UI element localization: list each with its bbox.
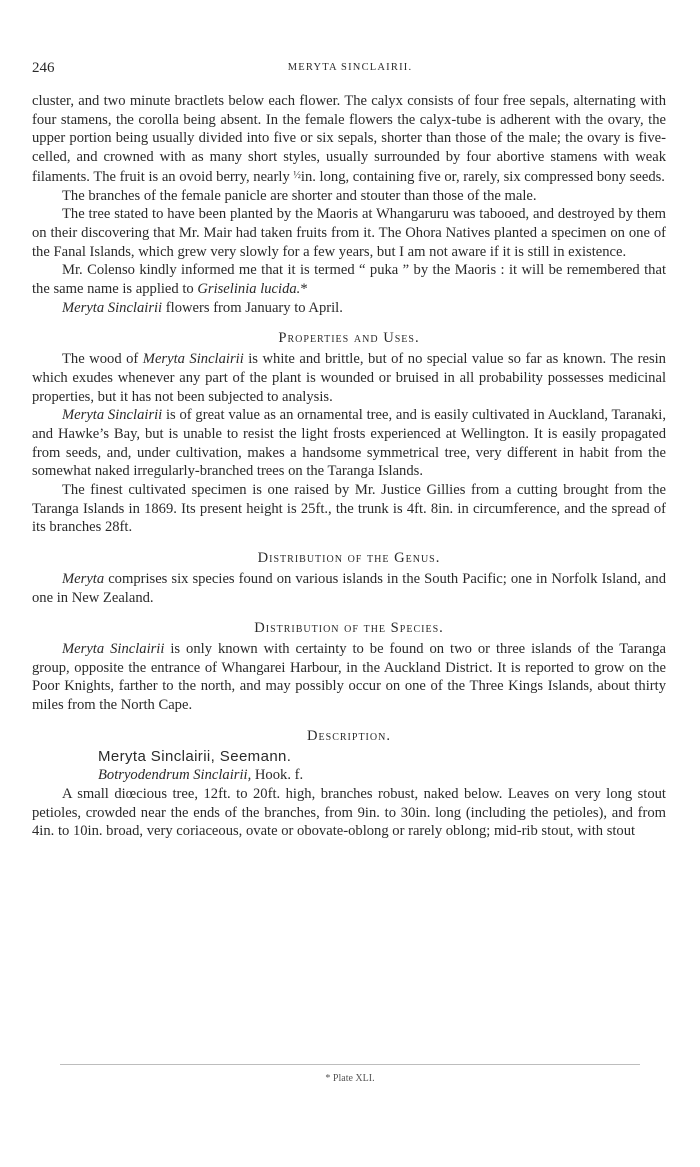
paragraph: The tree stated to have been planted by the Maoris at Whangaruru was tabooed, and destroyed by them on their discovering that Mr. Mair had taken fruits from it. The Ohora Natives planted a specimen on one of the Fanal Islands, which grew very slowly for a few years, but I am not aware if it is still in existence. — [32, 206, 666, 260]
fraction: ½ — [293, 169, 301, 181]
paragraph-text: Mr. Colenso kindly informed me that it is termed “ puka ” by the Maoris : it will be remembered that the same name is applied to — [32, 262, 666, 298]
species-italic: Meryta Sinclairii — [142, 351, 244, 368]
paragraph — [32, 350, 666, 406]
section-heading-properties: Properties and Uses. — [278, 330, 420, 347]
footnote-marker: * — [300, 281, 308, 298]
footnote: * Plate XLI. — [325, 1073, 375, 1084]
section-heading-description: Description. — [307, 727, 391, 744]
paragraph — [32, 570, 666, 607]
paragraph-text: The wood of — [62, 351, 143, 368]
synonym-author: Hook. f. — [251, 767, 304, 784]
paragraph — [32, 640, 666, 715]
page-number: 246 — [32, 60, 55, 76]
synonym-italic: Botryodendrum Sinclairii, — [98, 767, 252, 784]
running-title: MERYTA SINCLAIRII. — [287, 62, 413, 73]
paragraph-text: in. long, containing five or, rarely, six compressed bony seeds. — [300, 168, 665, 185]
paragraph-text: is white and brittle, but of no special value so far as known. The resin which exudes whenever any part of the plant is wounded or bruised in all probability possesses medicinal properties, but it has not been subjected to analysis. — [32, 351, 666, 405]
paragraph-text: comprises six species found on various islands in the South Pacific; one in Norfolk Island, and one in New Zealand. — [32, 570, 666, 606]
paragraph-text: cluster, and two minute bractlets below each flower. The calyx consists of four free sepals, alternating with four stamens, the corolla being absent. In the female flowers the calyx-tube is adherent with the ovary, the upper portion being usually divided into five or six sepals, shorter than those of the male; the ovary is five-celled, and crowned with as many short styles, usually surrounded by four abortive stamens with weak filaments. The fruit is an ovoid berry, nearly — [32, 93, 666, 185]
paragraph-text: is of great value as an ornamental tree, and is easily cultivated in Auckland, Taranaki, and Hawke’s Bay, but is unable to resist the light frosts experienced at Wellington. It is easily propagated from seeds, and, under cultivation, makes a handsome symmetrical tree, very different in habit from the somewhat naked irregularly-branched trees on the Taranga Islands. — [32, 407, 666, 480]
species-italic: Meryta Sinclairii — [62, 299, 163, 316]
paragraph — [32, 299, 666, 318]
species-name: Meryta Sinclairii, Seemann. — [98, 747, 292, 765]
paragraph-continuation — [32, 92, 666, 187]
species-italic: Meryta Sinclairii — [62, 407, 163, 424]
paragraph — [32, 406, 666, 481]
text-body — [32, 92, 666, 841]
paragraph-text: is only known with certainty to be found on two or three islands of the Taranga group, opposite the entrance of Whangarei Harbour, in the Auckland District. It is reported to grow on the Poor Knights, farther to the north, and may possibly occur on one of the Three Kings Islands, about thirty miles from the North Cape. — [32, 640, 666, 714]
species-italic: Meryta Sinclairii — [62, 640, 165, 657]
synonym — [98, 766, 666, 785]
species-italic: Griselinia lucida. — [197, 281, 301, 298]
paragraph: A small diœcious tree, 12ft. to 20ft. high, branches robust, naked below. Leaves on very long stout petioles, crowded near the ends of the branches, from 9in. to 30in. long (including the petioles), and from 4in. to 10in. broad, very coriaceous, ovate or obovate-oblong or rarely oblong; mid-rib stout, with stout — [32, 785, 666, 840]
section-heading-genus: Distribution of the Genus. — [257, 550, 441, 567]
paragraph: The finest cultivated specimen is one raised by Mr. Justice Gillies from a cutting brought from the Taranga Islands in 1869. Its present height is 25ft., the trunk is 4ft. 8in. in circumference, and the spread of its branches 28ft. — [32, 482, 666, 536]
paragraph — [32, 261, 666, 298]
running-header — [32, 60, 668, 80]
footnote-rule — [60, 1064, 640, 1065]
species-italic: Meryta — [62, 570, 105, 587]
paragraph: The branches of the female panicle are shorter and stouter than those of the male. — [62, 187, 537, 204]
paragraph-text: flowers from January to April. — [162, 299, 343, 316]
section-heading-species: Distribution of the Species. — [254, 620, 444, 637]
